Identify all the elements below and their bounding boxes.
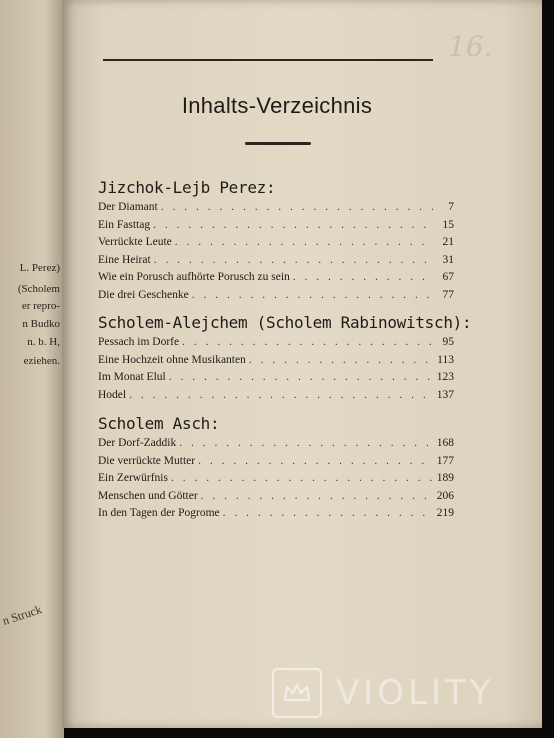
entry-title: Im Monat Elul	[98, 371, 166, 384]
entry-title: Ein Zerwürfnis	[98, 472, 168, 485]
toc-entry	[98, 490, 454, 508]
left-page-line: n. b. H,	[27, 336, 60, 348]
toc-entry	[98, 201, 454, 219]
section-author: Jizchok-Lejb Perez:	[98, 178, 276, 197]
left-page-line: n Budko	[22, 318, 60, 330]
entry-title: Eine Hochzeit ohne Musikanten	[98, 353, 246, 366]
toc-entry	[98, 455, 454, 473]
toc-entry	[98, 354, 454, 372]
toc-entry	[98, 507, 454, 525]
entry-page: 206	[436, 489, 454, 502]
left-page-line: eziehen.	[23, 355, 60, 367]
entry-page: 177	[436, 454, 454, 467]
leader-dots	[293, 271, 433, 283]
entry-page: 95	[442, 336, 454, 348]
entry-title: Wie ein Porusch aufhörte Porusch zu sein	[98, 271, 290, 284]
leader-dots	[201, 490, 433, 502]
left-page-stamp: n Struck	[0, 602, 44, 628]
leader-dots	[153, 219, 433, 231]
entry-page: 137	[436, 388, 454, 401]
page-title: Inhalts-Verzeichnis	[181, 93, 373, 118]
leader-dots	[192, 289, 433, 301]
entry-page: 31	[442, 253, 454, 266]
entry-title: Die verrückte Mutter	[98, 454, 196, 467]
leader-dots	[175, 236, 433, 248]
entry-page: 15	[442, 218, 454, 231]
leader-dots	[179, 437, 433, 449]
entry-title: Eine Heirat	[98, 253, 151, 266]
leader-dots	[161, 201, 433, 213]
pencil-mark: 16.	[448, 30, 493, 63]
toc-entry	[98, 271, 454, 289]
left-page-line: er repro-	[21, 300, 60, 312]
entry-title: Verrückte Leute	[98, 236, 172, 249]
entry-page: 123	[436, 371, 454, 384]
toc-section-scholem-alejchem	[98, 313, 472, 406]
section-author: Scholem Asch:	[98, 414, 220, 433]
toc-entry	[98, 371, 454, 389]
entry-title: Ein Fasttag	[98, 218, 151, 231]
leader-dots	[223, 507, 433, 519]
toc-section-perez	[98, 178, 454, 307]
left-page-line: (Scholem	[17, 283, 60, 295]
toc-entry	[98, 219, 454, 237]
entry-page: 77	[442, 288, 454, 301]
leader-dots	[171, 472, 433, 484]
section-author: Scholem-Alejchem (Scholem Rabinowitsch):	[98, 313, 472, 332]
entry-title: Pessach im Dorfe	[98, 336, 180, 348]
leader-dots	[249, 354, 433, 366]
toc-entry	[98, 389, 454, 407]
leader-dots	[154, 254, 433, 266]
entry-title: In den Tagen der Pogrome	[98, 507, 220, 520]
watermark-text: VIOLITY	[336, 673, 495, 713]
violity-watermark	[272, 668, 495, 718]
crown-logo-icon	[272, 668, 322, 718]
entry-title: Der Dorf-Zaddik	[98, 437, 177, 449]
toc-entry	[98, 336, 454, 354]
toc-entry	[98, 437, 454, 455]
toc-entry	[98, 254, 454, 272]
leader-dots	[169, 371, 433, 383]
entry-page: 189	[436, 472, 454, 485]
entry-title: Hodel	[98, 388, 127, 401]
leader-dots	[129, 389, 433, 401]
entry-title: Der Diamant	[98, 201, 158, 213]
entry-title: Menschen und Götter	[98, 489, 198, 502]
title-rule	[245, 142, 311, 145]
toc-section-scholem-asch	[98, 414, 454, 525]
leader-dots	[182, 336, 433, 348]
leader-dots	[198, 455, 433, 467]
entry-page: 67	[442, 271, 454, 284]
entry-page: 7	[448, 201, 454, 213]
entry-title: Die drei Geschenke	[98, 288, 189, 301]
left-page-line: L. Perez)	[19, 262, 60, 274]
toc-entry	[98, 289, 454, 307]
entry-page: 219	[436, 507, 454, 520]
entry-page: 21	[442, 236, 454, 249]
top-rule	[103, 59, 433, 61]
entry-page: 113	[437, 353, 454, 366]
toc-entry	[98, 472, 454, 490]
entry-page: 168	[436, 437, 454, 449]
toc-entry	[98, 236, 454, 254]
